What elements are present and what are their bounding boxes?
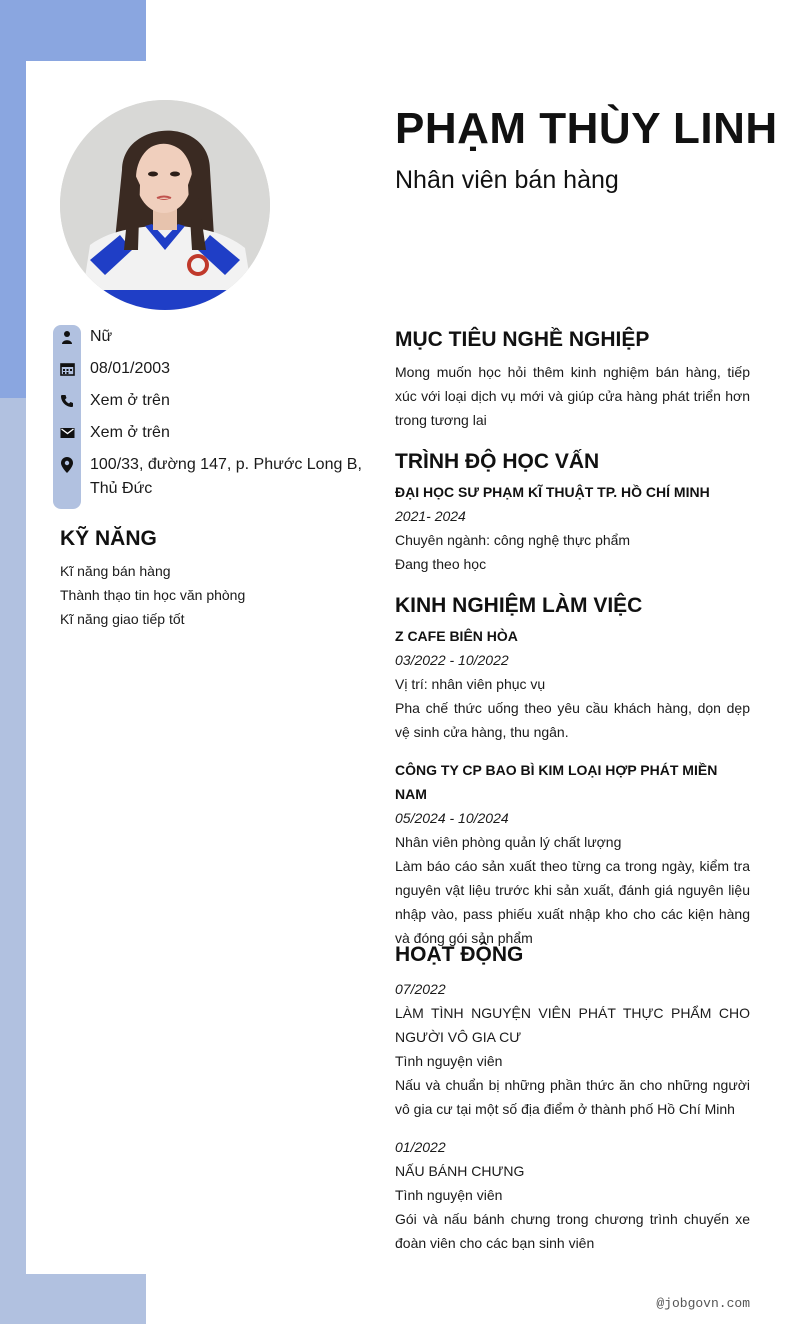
calendar-icon xyxy=(53,357,81,381)
skill-item: Kĩ năng bán hàng xyxy=(60,563,171,579)
person-icon xyxy=(53,325,81,349)
contact-icon-rail xyxy=(53,325,81,509)
activity-date: 07/2022 xyxy=(395,981,446,997)
activity-role: Tình nguyện viên xyxy=(395,1187,503,1203)
experience-heading: KINH NGHIỆM LÀM VIỆC xyxy=(395,594,643,617)
activity-date: 01/2022 xyxy=(395,1139,446,1155)
birthdate-text: 08/01/2003 xyxy=(90,360,171,377)
phone-icon xyxy=(53,389,81,413)
education-period: 2021- 2024 xyxy=(395,508,466,524)
company-name: CÔNG TY CP BAO BÌ KIM LOẠI HỢP PHÁT MIỀN NAM xyxy=(395,762,718,802)
candidate-title: Nhân viên bán hàng xyxy=(395,166,619,194)
skills-heading: KỸ NĂNG xyxy=(60,527,157,550)
objective-text: Mong muốn học hỏi thêm kinh nghiệm bán hàng, tiếp xúc với loại dịch vụ mới và giúp cửa hàng phát triển hơn trong tương lai xyxy=(395,364,750,428)
location-icon xyxy=(53,453,81,477)
candidate-name: PHẠM THÙY LINH xyxy=(395,104,778,153)
job-position: Nhân viên phòng quản lý chất lượng xyxy=(395,834,622,850)
education-status: Đang theo học xyxy=(395,556,487,572)
activity-role: Tình nguyện viên xyxy=(395,1053,503,1069)
activity-entry xyxy=(395,977,750,1121)
experience-section xyxy=(395,594,750,950)
skill-item: Thành thạo tin học văn phòng xyxy=(60,587,246,603)
address-text: 100/33, đường 147, p. Phước Long B, Thủ Đức xyxy=(90,456,362,497)
job-entry xyxy=(395,624,750,744)
objective-heading: MỤC TIÊU NGHỀ NGHIỆP xyxy=(395,328,650,351)
email-icon xyxy=(53,421,81,445)
activity-title: NẤU BÁNH CHƯNG xyxy=(395,1163,525,1179)
education-section xyxy=(395,450,750,576)
activities-heading: HOẠT ĐỘNG xyxy=(395,943,524,966)
education-major: Chuyên ngành: công nghệ thực phẩm xyxy=(395,532,631,548)
phone-text: Xem ở trên xyxy=(90,392,170,409)
education-heading: TRÌNH ĐỘ HỌC VẤN xyxy=(395,450,600,473)
activities-section xyxy=(395,943,750,1255)
objective-section xyxy=(395,328,750,432)
job-period: 03/2022 - 10/2022 xyxy=(395,652,509,668)
gender-text: Nữ xyxy=(90,328,113,345)
job-entry xyxy=(395,758,750,950)
email-text: Xem ở trên xyxy=(90,424,170,441)
job-position: Vị trí: nhân viên phục vụ xyxy=(395,676,546,692)
activity-entry xyxy=(395,1135,750,1255)
activity-description: Nấu và chuẩn bị những phần thức ăn cho những người vô gia cư tại một số địa điểm ở thành phố Hồ Chí Minh xyxy=(395,1077,750,1117)
activity-description: Gói và nấu bánh chưng trong chương trình chuyến xe đoàn viên cho các bạn sinh viên xyxy=(395,1211,750,1251)
watermark: @jobgovn.com xyxy=(656,1296,750,1311)
skills-section xyxy=(60,527,350,631)
job-period: 05/2024 - 10/2024 xyxy=(395,810,509,826)
company-name: Z CAFE BIÊN HÒA xyxy=(395,628,518,644)
school-name: ĐẠI HỌC SƯ PHẠM KĨ THUẬT TP. HỒ CHÍ MINH xyxy=(395,484,710,500)
job-description: Pha chế thức uống theo yêu cầu khách hàng, dọn dẹp vệ sinh cửa hàng, thu ngân. xyxy=(395,700,750,740)
skill-item: Kĩ năng giao tiếp tốt xyxy=(60,611,185,627)
activity-title: LÀM TÌNH NGUYỆN VIÊN PHÁT THỰC PHẨM CHO NGƯỜI VÔ GIA CƯ xyxy=(395,1005,750,1045)
job-description: Làm báo cáo sản xuất theo từng ca trong ngày, kiểm tra nguyên vật liệu trước khi sản xuất, đánh giá nguyên liệu nhập vào, pass phiếu xuất nhập kho cho các kiện hàng và đóng gói sản phẩm xyxy=(395,858,750,946)
profile-photo xyxy=(60,100,270,310)
